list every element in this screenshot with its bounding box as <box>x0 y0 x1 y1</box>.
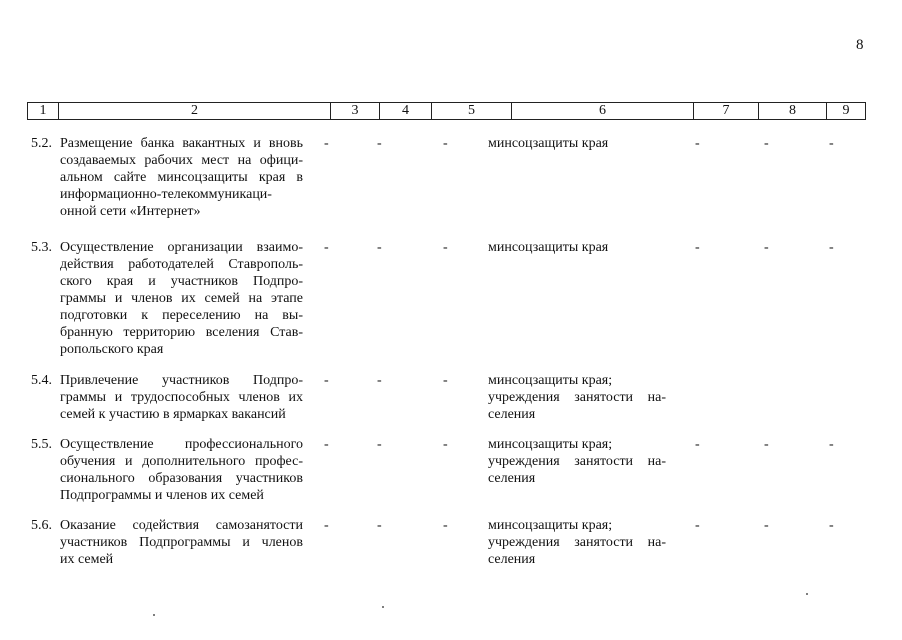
description-line: создаваемых рабочих мест на офици- <box>60 153 303 168</box>
description-line: граммы и членов их семей на этапе <box>60 291 303 306</box>
cell-col7: - <box>695 136 700 151</box>
cell-col4: - <box>377 437 382 452</box>
cell-col4: - <box>377 518 382 533</box>
row-description <box>60 436 303 504</box>
cell-col4: - <box>377 240 382 255</box>
description-line: Осуществление профессионального <box>60 437 303 452</box>
cell-col9: - <box>829 136 834 151</box>
cell-col7: - <box>695 240 700 255</box>
description-line: обучения и дополнительного профес- <box>60 454 303 469</box>
header-cell-4: 4 <box>380 103 432 119</box>
table-header-row <box>27 102 866 120</box>
description-line: Размещение банка вакантных и вновь <box>60 136 303 151</box>
header-cell-3: 3 <box>331 103 380 119</box>
description-line: информационно-телекоммуникаци- <box>60 187 272 202</box>
description-line: Подпрограммы и членов их семей <box>60 488 264 503</box>
cell-col5: - <box>443 136 448 151</box>
row-number: 5.4. <box>31 373 52 388</box>
responsible-line: минсоцзащиты края <box>488 240 609 255</box>
responsible-line: селения <box>488 471 536 486</box>
description-line: сионального образования участников <box>60 471 303 486</box>
cell-col5: - <box>443 518 448 533</box>
cell-col7: - <box>695 437 700 452</box>
description-line: подготовки к переселению на вы- <box>60 308 303 323</box>
row-responsible <box>488 436 666 487</box>
responsible-line: учреждения занятости на- <box>488 535 666 550</box>
header-cell-6: 6 <box>512 103 694 119</box>
description-line: их семей <box>60 552 114 567</box>
header-cell-8: 8 <box>759 103 827 119</box>
responsible-line: минсоцзащиты края <box>488 136 609 151</box>
responsible-line: учреждения занятости на- <box>488 454 666 469</box>
responsible-line: минсоцзащиты края; <box>488 373 613 388</box>
description-line: Оказание содействия самозанятости <box>60 518 303 533</box>
cell-col3: - <box>324 518 329 533</box>
scan-speck <box>806 593 808 595</box>
cell-col7: - <box>695 518 700 533</box>
description-line: Привлечение участников Подпро- <box>60 373 303 388</box>
row-responsible <box>488 239 666 256</box>
header-cell-7: 7 <box>694 103 759 119</box>
row-responsible <box>488 372 666 423</box>
description-line: участников Подпрограммы и членов <box>60 535 303 550</box>
description-line: бранную территорию вселения Став- <box>60 325 303 340</box>
cell-col8: - <box>764 518 769 533</box>
responsible-line: минсоцзащиты края; <box>488 518 613 533</box>
header-cell-2: 2 <box>59 103 331 119</box>
row-description <box>60 372 303 423</box>
description-line: ского края и участников Подпро- <box>60 274 303 289</box>
cell-col4: - <box>377 136 382 151</box>
description-line: альном сайте минсоцзащиты края в <box>60 170 303 185</box>
description-line: онной сети «Интернет» <box>60 204 201 219</box>
row-number: 5.6. <box>31 518 52 533</box>
row-responsible <box>488 517 666 568</box>
scan-speck <box>382 606 384 608</box>
page-number: 8 <box>856 37 864 53</box>
header-cell-9: 9 <box>842 103 850 118</box>
cell-col9: - <box>829 518 834 533</box>
cell-col3: - <box>324 437 329 452</box>
cell-col9: - <box>829 437 834 452</box>
row-description <box>60 135 303 220</box>
cell-col5: - <box>443 437 448 452</box>
cell-col8: - <box>764 437 769 452</box>
row-responsible <box>488 135 666 152</box>
header-cell-5: 5 <box>432 103 512 119</box>
cell-col8: - <box>764 136 769 151</box>
description-line: семей к участию в ярмарках вакансий <box>60 407 286 422</box>
cell-col3: - <box>324 240 329 255</box>
scan-speck <box>153 614 155 616</box>
cell-col4: - <box>377 373 382 388</box>
responsible-line: селения <box>488 407 536 422</box>
cell-col5: - <box>443 373 448 388</box>
responsible-line: минсоцзащиты края; <box>488 437 613 452</box>
row-description <box>60 239 303 358</box>
header-cell-1: 1 <box>28 103 59 119</box>
description-line: действия работодателей Ставрополь- <box>60 257 303 272</box>
cell-col3: - <box>324 136 329 151</box>
description-line: ропольского края <box>60 342 164 357</box>
row-description <box>60 517 303 568</box>
responsible-line: селения <box>488 552 536 567</box>
cell-col5: - <box>443 240 448 255</box>
row-number: 5.2. <box>31 136 52 151</box>
cell-col9: - <box>829 240 834 255</box>
row-number: 5.3. <box>31 240 52 255</box>
row-number: 5.5. <box>31 437 52 452</box>
description-line: граммы и трудоспособных членов их <box>60 390 303 405</box>
cell-col3: - <box>324 373 329 388</box>
description-line: Осуществление организации взаимо- <box>60 240 303 255</box>
responsible-line: учреждения занятости на- <box>488 390 666 405</box>
cell-col8: - <box>764 240 769 255</box>
